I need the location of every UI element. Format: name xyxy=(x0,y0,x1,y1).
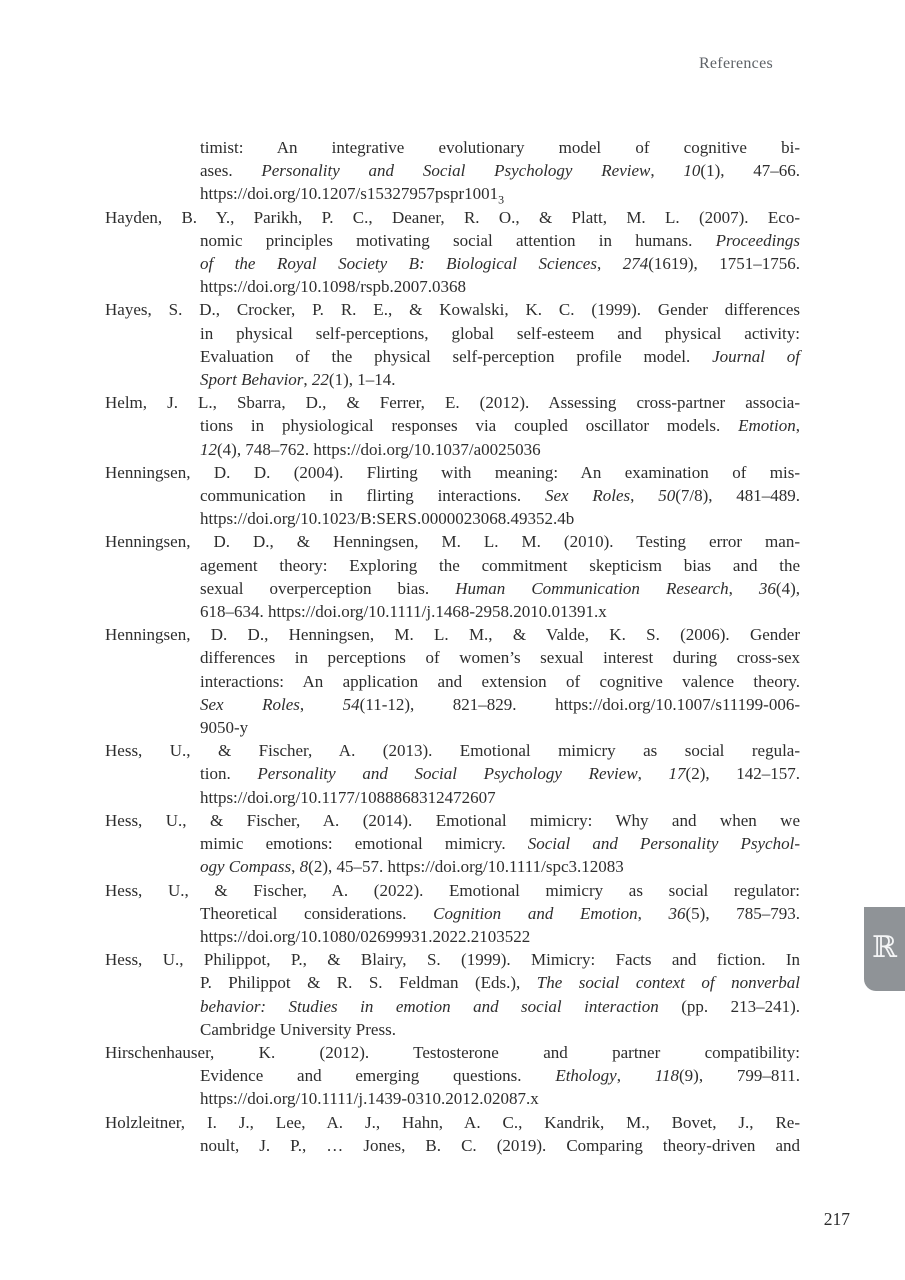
reference-line: in physical self-perceptions, global self-esteem and physical activity: xyxy=(200,323,800,343)
reference-line: Theoretical considerations. Cognition and Emotion, 36(5), 785–793. xyxy=(200,903,800,923)
reference-line: agement theory: Exploring the commitment skepticism bias and the xyxy=(200,555,800,575)
reference-line: Hess, U., & Fischer, A. (2014). Emotional mimicry: Why and when we xyxy=(105,810,800,830)
reference-line: ases. Personality and Social Psychology Review, 10(1), 47–66. xyxy=(200,161,801,181)
reference-entry xyxy=(105,879,800,949)
reference-line: noult, J. P., … Jones, B. C. (2019). Comparing theory-driven and xyxy=(200,1135,800,1155)
reference-line: Sport Behavior, 22(1), 1–14. xyxy=(200,370,396,390)
reference-line: behavior: Studies in emotion and social interaction (pp. 213–241). xyxy=(200,996,800,1016)
reference-line: mimic emotions: emotional mimicry. Social and Personality Psychol- xyxy=(200,834,800,854)
thumb-tab-letter: ℝ xyxy=(872,929,897,965)
reference-line: of the Royal Society B: Biological Sciences, 274(1619), 1751–1756. xyxy=(200,254,800,274)
running-header: References xyxy=(698,55,773,72)
reference-line: Hayes, S. D., Crocker, P. R. E., & Kowalski, K. C. (1999). Gender differences xyxy=(105,300,800,320)
reference-entry xyxy=(105,1111,800,1157)
reference-line: Hirschenhauser, K. (2012). Testosterone and partner compatibility: xyxy=(105,1042,800,1062)
reference-entry xyxy=(105,623,800,739)
reference-line: Hess, U., & Fischer, A. (2013). Emotional mimicry as social regula- xyxy=(105,741,800,761)
reference-entry xyxy=(105,809,800,879)
reference-line: Henningsen, D. D., Henningsen, M. L. M., & Valde, K. S. (2006). Gender xyxy=(105,625,800,645)
reference-line: Hess, U., Philippot, P., & Blairy, S. (1999). Mimicry: Facts and fiction. In xyxy=(105,950,800,970)
reference-line: 9050-y xyxy=(200,718,249,738)
reference-line: https://doi.org/10.1098/rspb.2007.0368 xyxy=(200,277,467,297)
reference-line: differences in perceptions of women’s sexual interest during cross-sex xyxy=(200,648,800,668)
reference-line: $https://doi.org/10.1207/s15327957pspr1001_3$ xyxy=(200,184,505,207)
reference-line: tion. Personality and Social Psychology Review, 17(2), 142–157. xyxy=(200,764,800,784)
reference-entry xyxy=(105,1041,800,1111)
reference-line: Hayden, B. Y., Parikh, P. C., Deaner, R. O., & Platt, M. L. (2007). Eco- xyxy=(105,207,800,227)
reference-line: ogy Compass, 8(2), 45–57. https://doi.org/10.1111/spc3.12083 xyxy=(200,857,624,877)
reference-line: https://doi.org/10.1023/B:SERS.0000023068.49352.4b xyxy=(200,509,575,529)
reference-line: Cambridge University Press. xyxy=(200,1019,396,1039)
reference-line: P. Philippot & R. S. Feldman (Eds.), The social context of nonverbal xyxy=(200,973,800,993)
reference-line: Holzleitner, I. J., Lee, A. J., Hahn, A. C., Kandrik, M., Bovet, J., Re- xyxy=(105,1112,800,1132)
reference-entry xyxy=(105,461,800,531)
reference-line: Sex Roles, 54(11-12), 821–829. https://doi.org/10.1007/s11199-006- xyxy=(200,694,801,714)
reference-entry xyxy=(105,136,800,206)
reference-line: timist: An integrative evolutionary model of cognitive bi- xyxy=(200,138,800,157)
reference-line: Henningsen, D. D., & Henningsen, M. L. M. (2010). Testing error man- xyxy=(105,532,800,552)
reference-line: Evidence and emerging questions. Ethology, 118(9), 799–811. xyxy=(200,1066,800,1086)
reference-entry xyxy=(105,298,800,391)
references-list xyxy=(105,136,800,1157)
reference-line: https://doi.org/10.1177/1088868312472607 xyxy=(200,787,496,807)
reference-line: nomic principles motivating social attention in humans. Proceedings xyxy=(200,230,800,250)
reference-entry xyxy=(105,391,800,461)
page-number: 217 xyxy=(823,1209,850,1229)
thumb-index-tab xyxy=(864,907,905,991)
reference-line: sexual overperception bias. Human Communication Research, 36(4), xyxy=(200,578,800,598)
reference-entry xyxy=(105,948,800,1041)
reference-line: Helm, J. L., Sbarra, D., & Ferrer, E. (2012). Assessing cross-partner associa- xyxy=(105,393,800,413)
reference-line: Henningsen, D. D. (2004). Flirting with meaning: An examination of mis- xyxy=(105,462,800,482)
reference-line: https://doi.org/10.1111/j.1439-0310.2012.02087.x xyxy=(200,1089,539,1109)
reference-entry xyxy=(105,530,800,623)
reference-line: Evaluation of the physical self-perception profile model. Journal of xyxy=(200,346,801,366)
reference-line: tions in physiological responses via coupled oscillator models. Emotion, xyxy=(200,416,800,436)
reference-line: 618–634. https://doi.org/10.1111/j.1468-2958.2010.01391.x xyxy=(200,602,607,622)
reference-line: interactions: An application and extension of cognitive valence theory. xyxy=(200,671,800,691)
reference-entry xyxy=(105,739,800,809)
reference-line: Hess, U., & Fischer, A. (2022). Emotional mimicry as social regulator: xyxy=(105,880,800,900)
reference-line: 12(4), 748–762. https://doi.org/10.1037/a0025036 xyxy=(200,439,541,459)
reference-line: https://doi.org/10.1080/02699931.2022.2103522 xyxy=(200,926,531,946)
reference-entry xyxy=(105,206,800,299)
reference-line: communication in flirting interactions. Sex Roles, 50(7/8), 481–489. xyxy=(200,486,801,506)
